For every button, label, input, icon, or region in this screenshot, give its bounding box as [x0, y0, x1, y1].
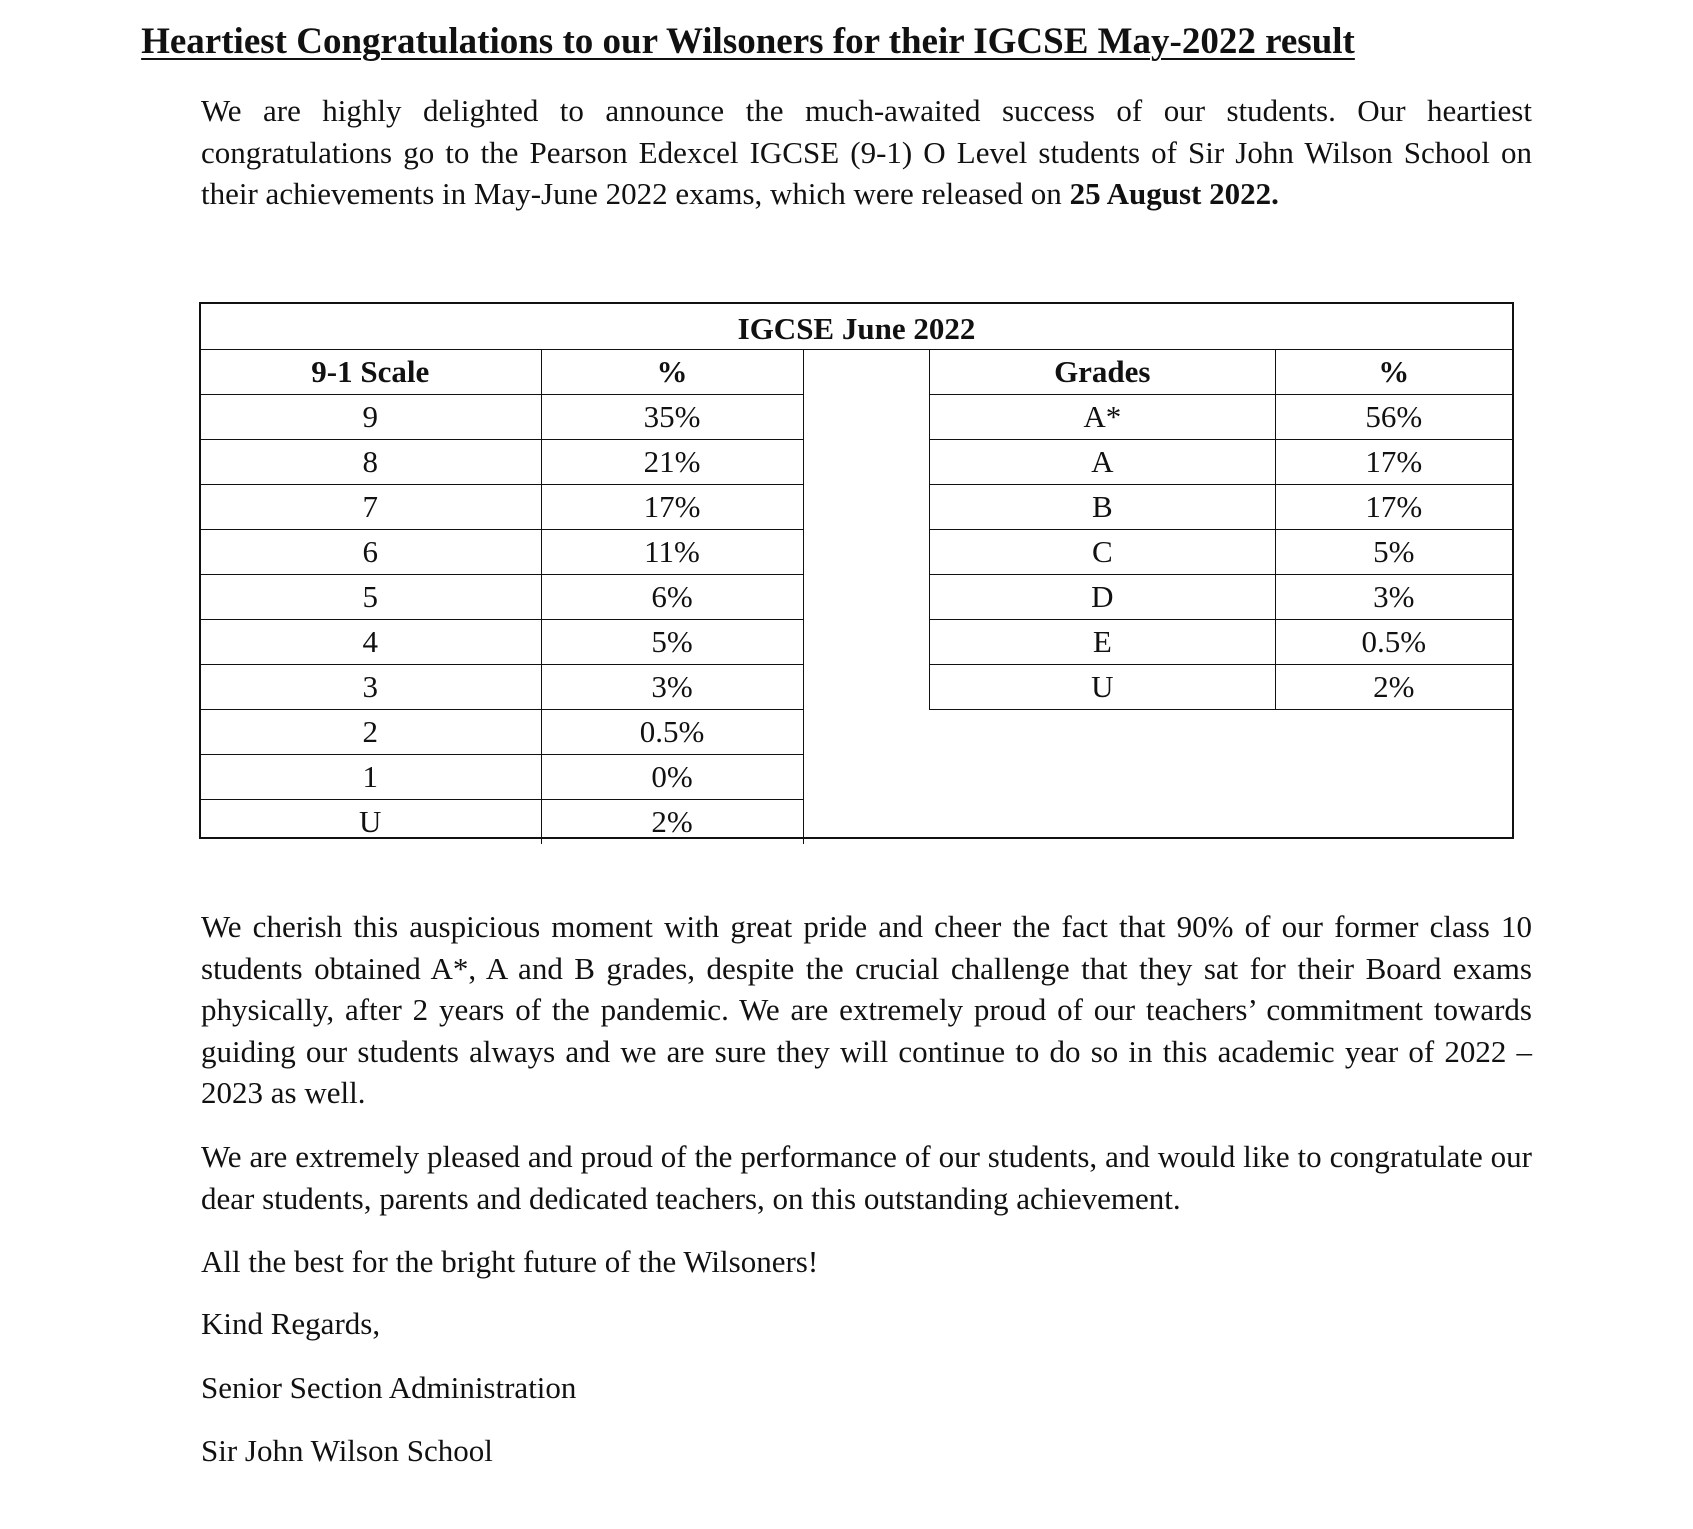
scale-table [200, 349, 804, 844]
scale-grade-cell: 5 [200, 575, 541, 620]
grades-percent-cell: 3% [1275, 575, 1512, 620]
scale-percent-cell: 6% [541, 575, 803, 620]
scale-header: 9-1 Scale [200, 350, 541, 395]
sender-name: Senior Section Administration [201, 1370, 577, 1405]
grades-row [930, 440, 1513, 485]
scale-row [200, 440, 803, 485]
grades-row [930, 485, 1513, 530]
scale-row [200, 800, 803, 845]
grades-percent-header: % [1275, 350, 1512, 395]
intro-text: We are highly delighted to announce the much-awaited success of our students. Our heartiest congratulations go to the Pearson Edexcel IGCSE (9-1) O Level students of Sir John Wilson School on their achievements in May-June 2022 exams, which were released on [201, 93, 1532, 211]
page-title: Heartiest Congratulations to our Wilsoners for their IGCSE May-2022 result [141, 21, 1355, 62]
scale-percent-cell: 0% [541, 755, 803, 800]
scale-grade-cell: 4 [200, 620, 541, 665]
scale-row [200, 710, 803, 755]
closing-wish: All the best for the bright future of the Wilsoners! [201, 1244, 819, 1279]
scale-percent-cell: 35% [541, 395, 803, 440]
scale-grade-cell: 1 [200, 755, 541, 800]
school-name: Sir John Wilson School [201, 1433, 493, 1468]
grades-header: Grades [930, 350, 1276, 395]
scale-row [200, 485, 803, 530]
scale-grade-cell: U [200, 800, 541, 845]
scale-row [200, 665, 803, 710]
scale-grade-cell: 6 [200, 530, 541, 575]
grades-percent-cell: 56% [1275, 395, 1512, 440]
scale-row [200, 530, 803, 575]
scale-grade-cell: 2 [200, 710, 541, 755]
thanks-paragraph: We are extremely pleased and proud of the performance of our students, and would like to congratulate our dear students, parents and dedicated teachers, on this outstanding achievement. [201, 1139, 1532, 1216]
grades-grade-cell: A [930, 440, 1276, 485]
intro-paragraph [201, 90, 1532, 215]
scale-percent-cell: 11% [541, 530, 803, 575]
scale-row [200, 575, 803, 620]
grades-percent-cell: 5% [1275, 530, 1512, 575]
scale-grade-cell: 8 [200, 440, 541, 485]
scale-grade-cell: 7 [200, 485, 541, 530]
table-title: IGCSE June 2022 [201, 304, 1512, 350]
grades-row [930, 395, 1513, 440]
release-date: 25 August 2022. [1069, 176, 1279, 211]
grades-percent-cell: 0.5% [1275, 620, 1512, 665]
grades-row [930, 665, 1513, 710]
grades-row [930, 620, 1513, 665]
grades-grade-cell: D [930, 575, 1276, 620]
grades-percent-cell: 17% [1275, 485, 1512, 530]
scale-percent-cell: 21% [541, 440, 803, 485]
achievement-paragraph: We cherish this auspicious moment with great pride and cheer the fact that 90% of our former class 10 students obtained A*, A and B grades, despite the crucial challenge that they sat for their Board exams physically, after 2 years of the pandemic. We are extremely proud of our teachers’ commitment towards guiding our students always and we are sure they will continue to do so in this academic year of 2022 – 2023 as well. [201, 909, 1532, 1110]
scale-row [200, 395, 803, 440]
grades-percent-cell: 17% [1275, 440, 1512, 485]
grades-grade-cell: B [930, 485, 1276, 530]
scale-percent-cell: 17% [541, 485, 803, 530]
scale-percent-cell: 3% [541, 665, 803, 710]
scale-percent-header: % [541, 350, 803, 395]
scale-grade-cell: 9 [200, 395, 541, 440]
scale-percent-cell: 5% [541, 620, 803, 665]
grades-row [930, 575, 1513, 620]
closing-regards: Kind Regards, [201, 1306, 381, 1341]
grades-grade-cell: A* [930, 395, 1276, 440]
scale-row [200, 620, 803, 665]
grades-grade-cell: U [930, 665, 1276, 710]
scale-percent-cell: 0.5% [541, 710, 803, 755]
scale-grade-cell: 3 [200, 665, 541, 710]
grades-grade-cell: C [930, 530, 1276, 575]
scale-row [200, 755, 803, 800]
grades-grade-cell: E [930, 620, 1276, 665]
scale-percent-cell: 2% [541, 800, 803, 845]
grades-table [929, 349, 1512, 710]
results-table [199, 302, 1514, 839]
grades-row [930, 530, 1513, 575]
grades-percent-cell: 2% [1275, 665, 1512, 710]
